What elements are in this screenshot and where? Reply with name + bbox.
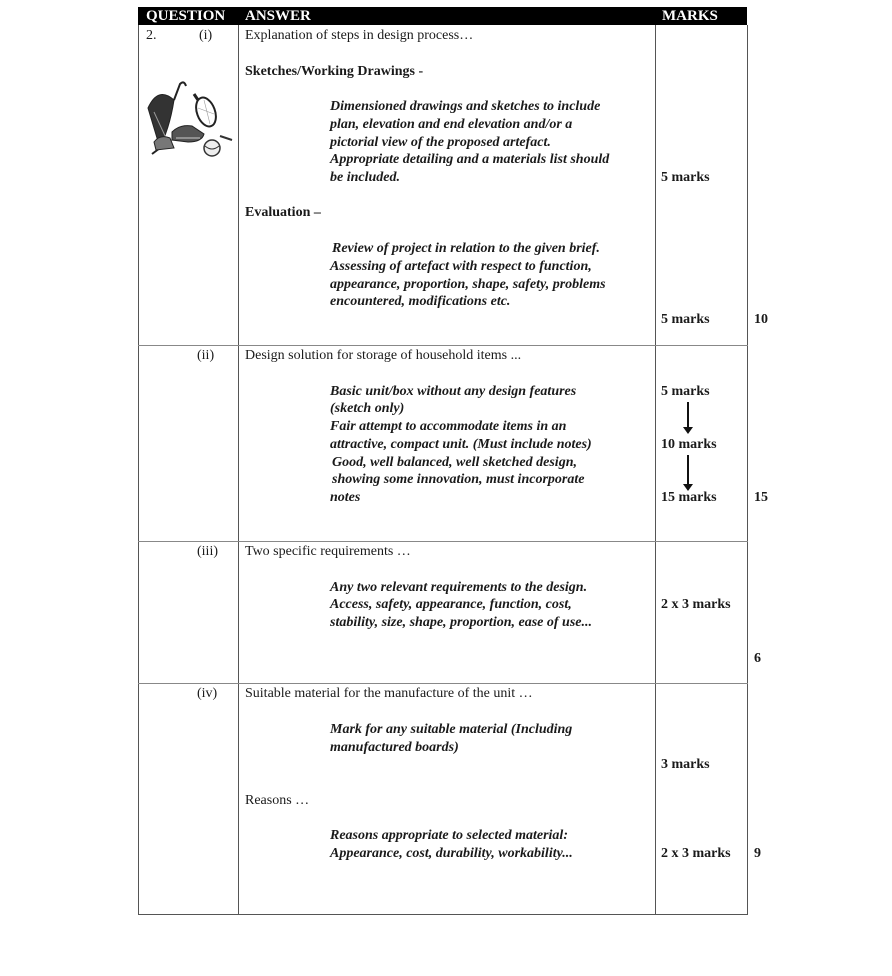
criteria-line: be included. <box>330 170 400 185</box>
criteria-line: Dimensioned drawings and sketches to include <box>330 99 601 114</box>
arrow-down-icon <box>687 455 689 485</box>
criteria-line: (sketch only) <box>330 401 405 416</box>
criteria-line: pictorial view of the proposed artefact. <box>330 135 551 150</box>
criteria-line: stability, size, shape, proportion, ease of use... <box>330 615 592 630</box>
sports-equipment-clipart <box>140 78 236 160</box>
header-question: QUESTION <box>138 7 238 25</box>
row-divider <box>138 683 748 684</box>
marks-value: 3 marks <box>661 757 710 772</box>
marks-value: 2 x 3 marks <box>661 846 731 861</box>
criteria-line: Fair attempt to accommodate items in an <box>330 419 567 434</box>
section-heading: Reasons … <box>245 793 310 808</box>
marks-value: 5 marks <box>661 170 710 185</box>
part-intro: Design solution for storage of household items ... <box>245 348 522 363</box>
part-label: (iii) <box>197 544 218 559</box>
criteria-line: Any two relevant requirements to the design. <box>330 580 588 595</box>
column-divider-answer <box>238 25 239 915</box>
criteria-line: Mark for any suitable material (Including <box>330 722 573 737</box>
criteria-line: Access, safety, appearance, function, cost, <box>330 597 572 612</box>
part-total: 6 <box>754 651 761 666</box>
criteria-line: Appropriate detailing and a materials list should <box>330 152 610 167</box>
part-label: (iv) <box>197 686 218 701</box>
criteria-line: attractive, compact unit. (Must include notes) <box>330 437 592 452</box>
criteria-line: encountered, modifications etc. <box>330 294 511 309</box>
criteria-line: Appearance, cost, durability, workability... <box>330 846 573 861</box>
marks-value: 10 marks <box>661 437 717 452</box>
arrow-down-icon <box>687 402 689 428</box>
criteria-line: Good, well balanced, well sketched design, <box>332 455 577 470</box>
column-divider-marks <box>655 25 656 915</box>
criteria-line: appearance, proportion, shape, safety, problems <box>330 277 606 292</box>
section-heading: Sketches/Working Drawings - <box>245 64 424 79</box>
part-intro: Suitable material for the manufacture of the unit … <box>245 686 533 701</box>
criteria-line: Assessing of artefact with respect to function, <box>330 259 592 274</box>
part-total: 15 <box>754 490 768 505</box>
row-divider <box>138 345 748 346</box>
part-label: (i) <box>199 28 213 43</box>
row-divider <box>138 541 748 542</box>
table-border-left <box>138 25 139 915</box>
part-total: 10 <box>754 312 768 327</box>
part-intro: Explanation of steps in design process… <box>245 28 474 43</box>
section-heading: Evaluation – <box>245 205 321 220</box>
criteria-line: Review of project in relation to the given brief. <box>332 241 600 256</box>
marks-value: 5 marks <box>661 312 710 327</box>
marks-value: 2 x 3 marks <box>661 597 731 612</box>
header-answer: ANSWER <box>238 7 655 25</box>
criteria-line: notes <box>330 490 361 505</box>
criteria-line: showing some innovation, must incorporate <box>332 472 585 487</box>
header-marks: MARKS <box>655 7 747 25</box>
criteria-line: Reasons appropriate to selected material: <box>330 828 568 843</box>
criteria-line: manufactured boards) <box>330 740 459 755</box>
question-number: 2. <box>146 28 157 43</box>
marks-value: 15 marks <box>661 490 717 505</box>
marks-value: 5 marks <box>661 384 710 399</box>
table-border-right <box>747 25 748 915</box>
part-label: (ii) <box>197 348 215 363</box>
criteria-line: Basic unit/box without any design features <box>330 384 577 399</box>
criteria-line: plan, elevation and end elevation and/or a <box>330 117 573 132</box>
part-intro: Two specific requirements … <box>245 544 411 559</box>
table-border-bottom <box>138 914 748 915</box>
part-total: 9 <box>754 846 761 861</box>
